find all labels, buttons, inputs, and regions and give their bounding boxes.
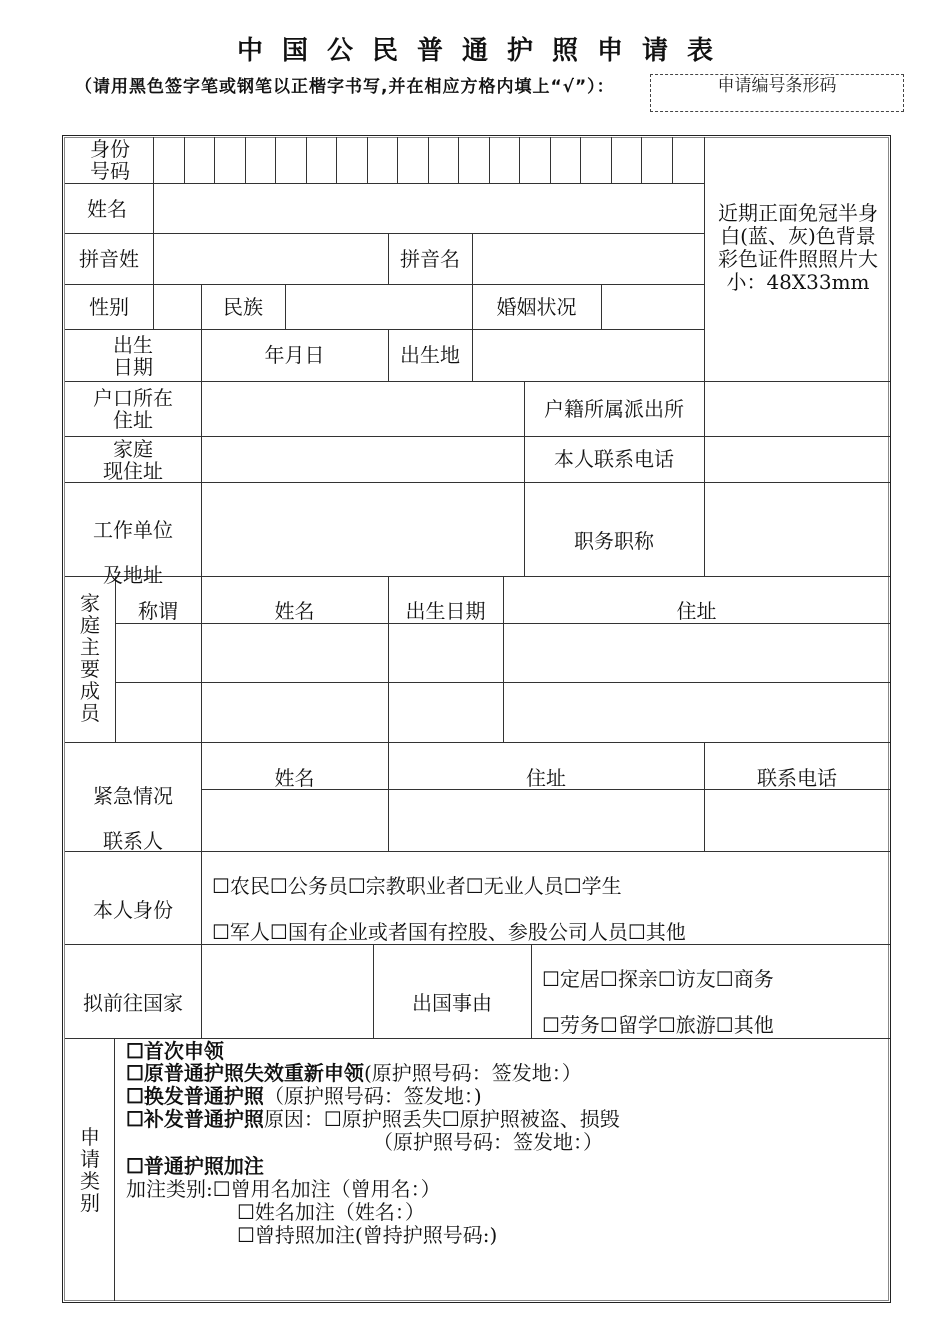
pinyin-surname-label: 拼音姓 bbox=[79, 246, 139, 271]
rule bbox=[65, 482, 890, 483]
id-cell-divider bbox=[153, 137, 154, 184]
hukou-label-line1: 户口所在 bbox=[93, 386, 173, 410]
home-address-label bbox=[65, 438, 201, 482]
application-lost[interactable] bbox=[126, 1108, 620, 1131]
id-cell-divider bbox=[214, 137, 215, 184]
family-header-name: 姓名 bbox=[274, 599, 315, 623]
instruction-text: （请用黑色签字笔或钢笔以正楷字书写,并在相应方格内填上“√”）： bbox=[75, 77, 615, 97]
rule-v bbox=[704, 742, 705, 852]
barcode-box: 申请编号条形码 bbox=[650, 74, 904, 112]
application-first[interactable] bbox=[126, 1040, 224, 1063]
option-replace-detail: （原护照号码：签发地：) bbox=[263, 1084, 482, 1108]
photo-divider bbox=[704, 137, 705, 382]
rule-v bbox=[201, 851, 202, 945]
application-reissue[interactable] bbox=[126, 1062, 582, 1085]
application-replace[interactable] bbox=[126, 1085, 482, 1108]
work-label-line2: 及地址 bbox=[103, 563, 163, 587]
marital-status-label: 婚姻状况 bbox=[496, 294, 577, 319]
travel-reason-options-line2[interactable]: ☐劳务☐留学☐旅游☐其他 bbox=[542, 1013, 774, 1037]
rule-v bbox=[388, 742, 389, 852]
travel-reason-label: 出国事由 bbox=[412, 990, 492, 1015]
option-replace: ☐换发普通护照 bbox=[126, 1084, 264, 1108]
id-cell-divider bbox=[306, 137, 307, 184]
photo-area: 近期正面免冠半身白(蓝、灰)色背景彩色证件照照片大小：48X33mm bbox=[718, 201, 878, 294]
work-label-line1: 工作单位 bbox=[93, 518, 173, 542]
rule bbox=[65, 742, 890, 743]
id-cell-divider bbox=[489, 137, 490, 184]
home-label-line1: 家庭 bbox=[113, 437, 153, 461]
rule bbox=[65, 183, 705, 184]
id-cell-divider bbox=[245, 137, 246, 184]
option-lost-detail: 原因：☐原护照丢失☐原护照被盗、损毁 bbox=[263, 1107, 620, 1131]
id-cell-divider bbox=[550, 137, 551, 184]
ethnicity-label: 民族 bbox=[223, 294, 263, 319]
rule bbox=[65, 381, 890, 382]
work-unit-label bbox=[65, 508, 201, 598]
family-members-label: 家庭主要成员 bbox=[80, 591, 100, 725]
birth-place-label: 出生地 bbox=[400, 343, 460, 367]
endorse-type-former-name[interactable]: 加注类别:☐曾用名加注（曾用名：） bbox=[126, 1177, 441, 1201]
option-reissue: ☐原普通护照失效重新申领 bbox=[126, 1061, 364, 1085]
hukou-label-line2: 住址 bbox=[113, 408, 153, 432]
birth-date-value: 年月日 bbox=[264, 343, 325, 367]
emergency-header-address: 住址 bbox=[526, 766, 566, 790]
option-reissue-detail: (原护照号码：签发地：） bbox=[363, 1061, 582, 1085]
rule bbox=[65, 436, 890, 437]
id-cell-divider bbox=[367, 137, 368, 184]
rule-v bbox=[472, 233, 473, 285]
home-label-line2: 现住址 bbox=[103, 459, 163, 483]
travel-reason-options-line1[interactable]: ☐定居☐探亲☐访友☐商务 bbox=[542, 967, 774, 991]
application-lost-sub: （原护照号码：签发地：） bbox=[373, 1130, 603, 1154]
identity-options-line1[interactable]: ☐农民☐公务员☐宗教职业者☐无业人员☐学生 bbox=[212, 874, 622, 898]
birth-date-label bbox=[65, 334, 201, 378]
id-cell-divider bbox=[458, 137, 459, 184]
identity-label: 本人身份 bbox=[93, 897, 173, 922]
pinyin-given-label: 拼音名 bbox=[400, 246, 460, 271]
id-cell-divider bbox=[397, 137, 398, 184]
option-endorse: ☐普通护照加注 bbox=[126, 1154, 264, 1178]
emergency-header-phone: 联系电话 bbox=[757, 766, 837, 790]
id-number-label bbox=[80, 138, 140, 182]
birth-date-label-line1: 出生 bbox=[113, 333, 153, 357]
id-number-label-line1: 身份 bbox=[90, 137, 130, 161]
emergency-label-line1: 紧急情况 bbox=[93, 784, 173, 808]
rule-v bbox=[201, 742, 202, 852]
emergency-header-name: 姓名 bbox=[274, 766, 315, 790]
hukou-address-label bbox=[65, 387, 201, 431]
rule-v bbox=[531, 944, 532, 1039]
application-endorse[interactable] bbox=[126, 1155, 264, 1178]
destination-country-label: 拟前往国家 bbox=[83, 990, 183, 1015]
emergency-label-line2: 联系人 bbox=[103, 829, 163, 853]
rule-v bbox=[201, 944, 202, 1039]
name-label: 姓名 bbox=[87, 197, 127, 221]
gender-label: 性别 bbox=[89, 294, 129, 319]
id-cell-divider bbox=[641, 137, 642, 184]
option-lost: ☐补发普通护照 bbox=[126, 1107, 264, 1131]
identity-options-line2[interactable]: ☐军人☐国有企业或者国有控股、参股公司人员☐其他 bbox=[212, 920, 686, 944]
family-header-address: 住址 bbox=[676, 599, 717, 623]
id-cell-divider bbox=[672, 137, 673, 184]
rule-v bbox=[114, 1038, 115, 1301]
phone-label: 本人联系电话 bbox=[554, 447, 674, 471]
rule-v bbox=[472, 329, 473, 382]
id-cell-divider bbox=[184, 137, 185, 184]
application-category-label: 申请类别 bbox=[80, 1125, 100, 1215]
endorse-name[interactable]: ☐姓名加注（姓名：） bbox=[237, 1200, 425, 1224]
rule bbox=[65, 284, 705, 285]
id-number-label-line2: 号码 bbox=[90, 159, 130, 183]
option-first-time: ☐首次申领 bbox=[126, 1039, 224, 1063]
endorse-previous-passport[interactable]: ☐曾持照加注(曾持护照号码:) bbox=[237, 1223, 498, 1247]
police-station-label: 户籍所属派出所 bbox=[544, 396, 684, 421]
rule-v bbox=[285, 284, 286, 330]
id-cell-divider bbox=[580, 137, 581, 184]
id-cell-divider bbox=[336, 137, 337, 184]
id-cell-divider bbox=[519, 137, 520, 184]
rule-v bbox=[601, 284, 602, 330]
id-cell-divider bbox=[428, 137, 429, 184]
position-title-label: 职务职称 bbox=[574, 529, 654, 553]
page-title: 中国公民普通护照申请表 bbox=[236, 36, 732, 66]
id-cell-divider bbox=[611, 137, 612, 184]
family-header-birthdate: 出生日期 bbox=[405, 599, 486, 623]
birth-date-label-line2: 日期 bbox=[113, 355, 153, 379]
rule-v bbox=[704, 381, 705, 577]
rule bbox=[65, 233, 705, 234]
rule-v bbox=[153, 184, 154, 330]
id-cell-divider bbox=[275, 137, 276, 184]
family-header-relation: 称谓 bbox=[138, 599, 178, 623]
